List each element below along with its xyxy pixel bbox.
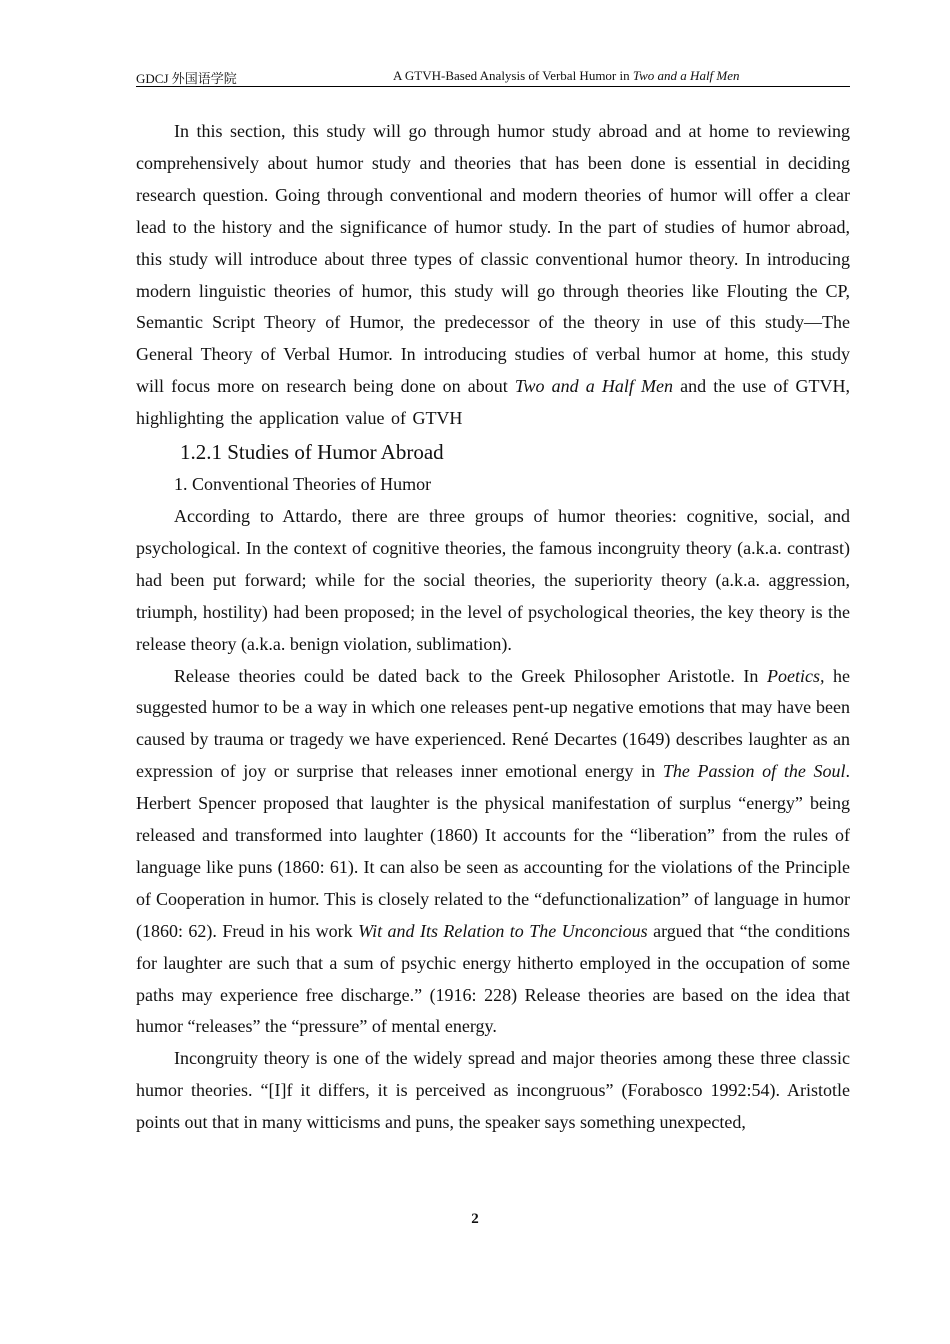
running-header	[136, 66, 850, 87]
subsection-heading: 1. Conventional Theories of Humor	[174, 474, 432, 495]
intro-text-b: and the use of GTVH, highlighting the application value of GTVH	[136, 376, 850, 429]
intro-paragraph	[136, 116, 850, 435]
release-text-3: . Herbert Spencer proposed that laughter is the physical manifestation of surplus “energy” being released and transformed into laughter (1860) It accounts for the “liberation” from the rules of language like puns (1860: 61). It can also be seen as accounting for the violations of the Principle of Cooperation in humor. This is closely related to the “defunctionalization” of language in humor (1860: 62). Freud in his work	[136, 761, 851, 941]
intro-text-a: In this section, this study will go through humor study abroad and at home to reviewing comprehensively about humor study and theories that has been done is essential in deciding research question. Going through conventional and modern theories of humor will offer a clear lead to the history and the significance of humor study. In the part of studies of humor abroad, this study will introduce about three types of classic conventional humor theory. In introducing modern linguistic theories of humor, this study will go through theories like Flouting the CP, Semantic Script Theory of Humor, the predecessor of the theory in use of this study—The General Theory of Verbal Humor. In introducing studies of verbal humor at home, this study will focus more on research being done on about	[136, 121, 850, 397]
release-italic-poetics: Poetics,	[766, 665, 825, 686]
page-number: 2	[471, 1211, 479, 1227]
incongruity-paragraph: Incongruity theory is one of the widely spread and major theories among these three classic humor theories. “[I]f it differs, it is perceived as incongruous” (Forabosco 1992:54). Aristotle points out that in many witticisms and puns, the speaker says something unexpected,	[136, 1048, 850, 1133]
release-italic-wit: Wit and Its Relation to The Unconcious	[358, 920, 648, 941]
header-title-prefix: A GTVH-Based Analysis of Verbal Humor in	[393, 68, 633, 83]
header-title	[393, 68, 740, 84]
release-text-4: argued that “the conditions for laughter are such that a sum of psychic energy hitherto employed in the occupation of some paths may experience free discharge.” (1916: 228) Release theories are based on the idea that humor “releases” the “pressure” of mental energy.	[136, 920, 850, 1037]
page-body	[136, 116, 850, 1139]
attardo-paragraph: According to Attardo, there are three groups of humor theories: cognitive, social, and psychological. In the context of cognitive theories, the famous incongruity theory (a.k.a. contrast) had been put forward; while for the social theories, the superiority theory (a.k.a. aggression, triumph, hostility) had been proposed; in the level of psychological theories, the key theory is the release theory (a.k.a. benign violation, sublimation).	[136, 505, 850, 654]
header-institution: GDCJ 外国语学院	[136, 71, 237, 86]
release-paragraph	[136, 661, 850, 1044]
section-heading: 1.2.1 Studies of Humor Abroad	[180, 440, 444, 465]
release-italic-passion: The Passion of the Soul	[662, 761, 846, 782]
release-text-1: Release theories could be dated back to the Greek Philosopher Aristotle. In	[174, 665, 767, 686]
intro-italic-title: Two and a Half Men	[514, 376, 673, 397]
header-title-italic: Two and a Half Men	[632, 68, 740, 83]
release-text-2: he suggested humor to be a way in which one releases pent-up negative emotions that may have been caused by trauma or tragedy we have experienced. René Decartes (1649) describes laughter as an expression of joy or surprise that releases inner emotional energy in	[136, 665, 850, 782]
